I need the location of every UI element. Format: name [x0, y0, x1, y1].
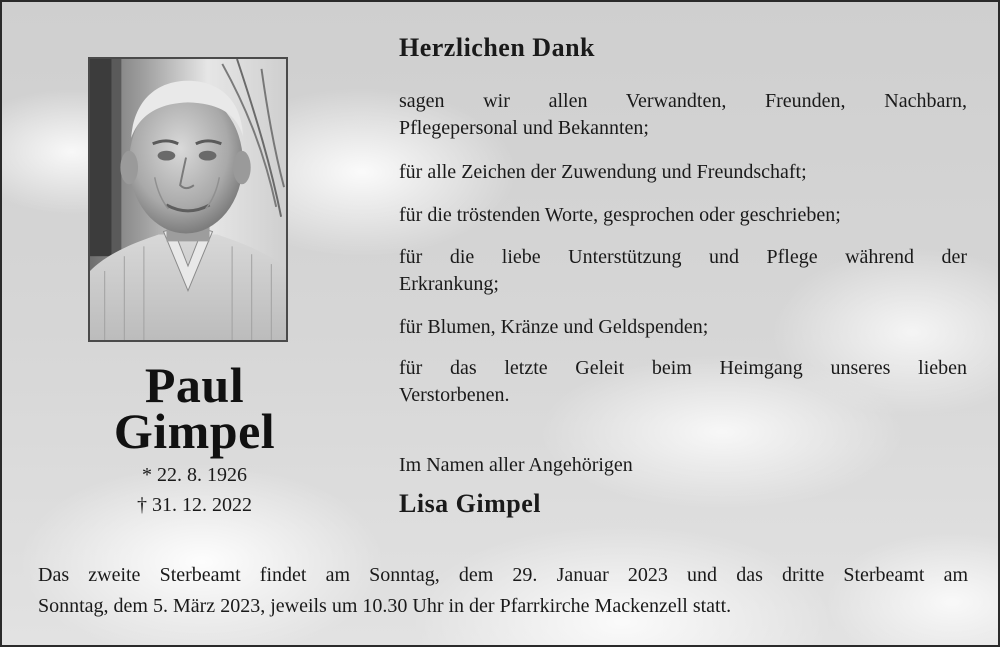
deceased-first-name: Paul: [144, 357, 245, 413]
deceased-last-name: Gimpel: [113, 403, 276, 459]
thanks-line: für die tröstenden Worte, gesprochen oder geschrieben;: [399, 204, 841, 226]
birth-date: * 22. 8. 1926: [142, 464, 247, 486]
death-date: † 31. 12. 2022: [137, 494, 252, 516]
signer-name: Lisa Gimpel: [399, 489, 542, 518]
portrait-photo: [88, 57, 288, 342]
thanks-line: für alle Zeichen der Zuwendung und Freundschaft;: [399, 161, 807, 183]
closing-line: Im Namen aller Angehörigen: [399, 454, 633, 476]
thanks-line: sagen wir allen Verwandten, Freunden, Nachbarn,: [399, 90, 967, 112]
thanks-line: für das letzte Geleit beim Heimgang unseres lieben: [399, 357, 967, 379]
thanks-line: für die liebe Unterstützung und Pflege während der: [399, 246, 967, 268]
thanks-line: Verstorbenen.: [399, 384, 510, 406]
thanks-line: Erkrankung;: [399, 273, 499, 295]
portrait-illustration: [90, 59, 286, 340]
footer-line: Sonntag, dem 5. März 2023, jeweils um 10.30 Uhr in der Pfarrkirche Mackenzell statt.: [38, 595, 732, 617]
footer-line: Das zweite Sterbeamt findet am Sonntag, dem 29. Januar 2023 und das dritte Sterbeamt am: [38, 564, 968, 586]
thanks-line: für Blumen, Kränze und Geldspenden;: [399, 316, 709, 338]
thanks-heading: Herzlichen Dank: [399, 33, 595, 62]
thanks-line: Pflegepersonal und Bekannten;: [399, 117, 649, 139]
